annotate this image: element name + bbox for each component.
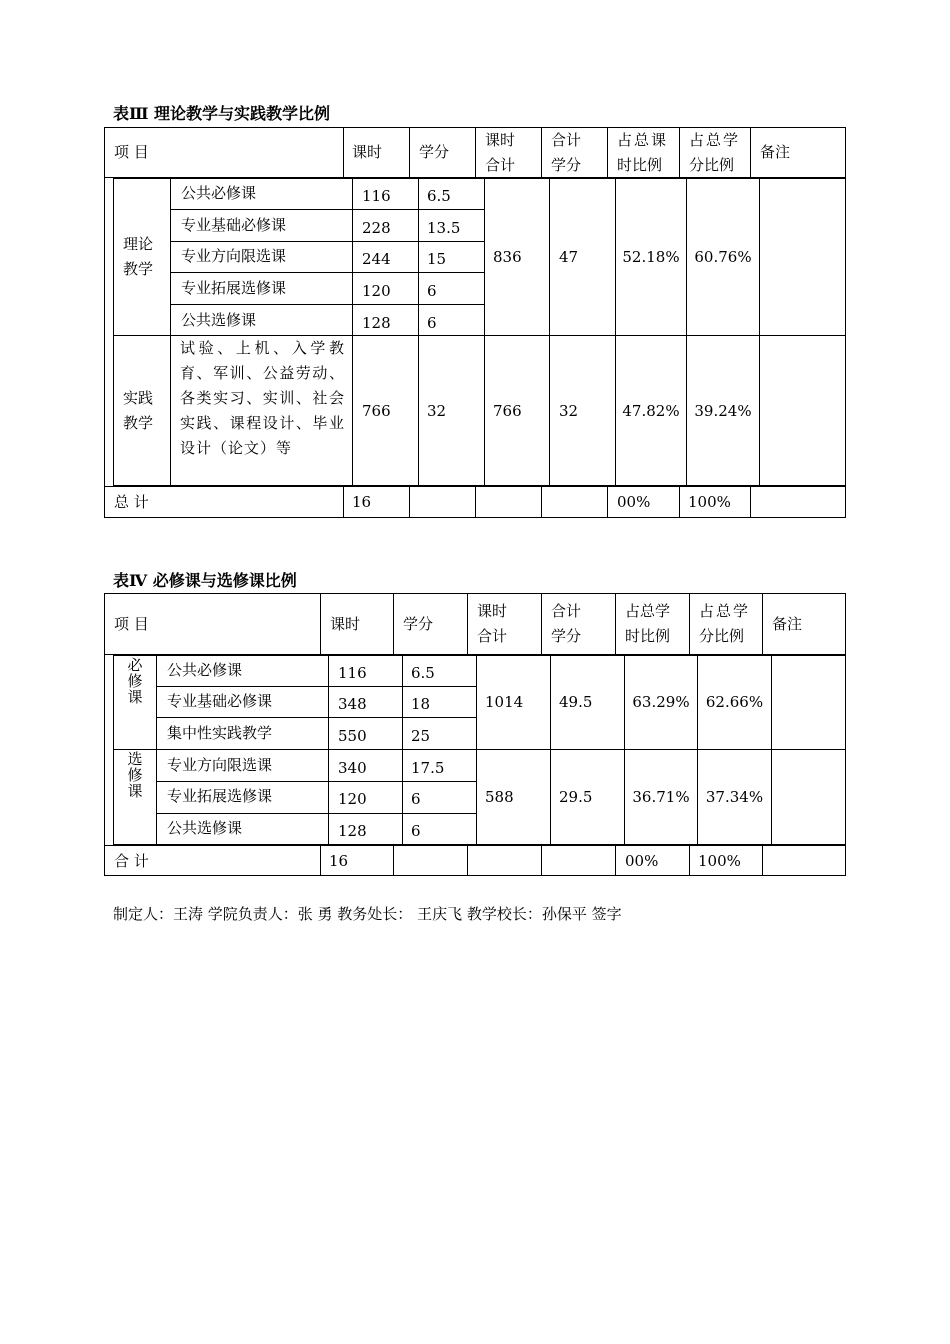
elective-row-credits: 6 bbox=[411, 790, 421, 808]
theory-row-credits: 13.5 bbox=[427, 219, 461, 237]
header-hours-ratio-1: 占总课 bbox=[617, 131, 669, 149]
required-row-credits: 6.5 bbox=[411, 664, 435, 682]
required-group-1: 必 bbox=[127, 656, 143, 674]
theory-group-1: 理论 bbox=[123, 235, 154, 253]
table4-body bbox=[113, 655, 846, 845]
theory-total-hours: 836 bbox=[493, 248, 522, 266]
elective-group-3: 课 bbox=[127, 782, 143, 800]
practice-credits: 32 bbox=[427, 402, 447, 420]
total-hours: 16 bbox=[352, 493, 372, 511]
header-hours: 课时 bbox=[330, 615, 361, 633]
practice-description: 试验、上机、入学教育、军训、公益劳动、各类实习、实训、社会实践、课程设计、毕业设计（论文）等 bbox=[180, 339, 345, 457]
elective-group-1: 选 bbox=[127, 750, 143, 768]
practice-group-2: 教学 bbox=[123, 414, 154, 432]
elective-group-2: 修 bbox=[127, 766, 143, 784]
theory-row-credits: 15 bbox=[427, 250, 447, 268]
signature-line: 制定人：王涛 学院负责人：张 勇 教务处长： 王庆飞 教学校长：孙保平 签字 bbox=[113, 905, 622, 923]
header-credits-ratio-2: 分比例 bbox=[689, 156, 735, 174]
required-row-name: 集中性实践教学 bbox=[167, 724, 273, 742]
required-row-name: 公共必修课 bbox=[167, 661, 243, 679]
practice-hours-ratio: 47.82% bbox=[622, 402, 680, 420]
elective-credits-ratio: 37.34% bbox=[705, 788, 764, 806]
header-note: 备注 bbox=[760, 143, 791, 161]
elective-row-name: 专业方向限选课 bbox=[167, 756, 273, 774]
elective-row-credits: 17.5 bbox=[411, 759, 445, 777]
total-label: 总 计 bbox=[114, 493, 149, 511]
required-row-hours: 550 bbox=[338, 727, 367, 745]
theory-row-name: 公共选修课 bbox=[181, 311, 257, 329]
theory-row-credits: 6.5 bbox=[427, 187, 451, 205]
practice-hours: 766 bbox=[362, 402, 391, 420]
required-row-hours: 116 bbox=[338, 664, 367, 682]
required-row-credits: 25 bbox=[411, 727, 431, 745]
header-credits: 学分 bbox=[403, 615, 434, 633]
theory-row-name: 专业基础必修课 bbox=[181, 216, 287, 234]
theory-row-hours: 128 bbox=[362, 314, 391, 332]
elective-row-hours: 340 bbox=[338, 759, 367, 777]
required-group-2: 修 bbox=[127, 672, 143, 690]
table3-title: 表Ⅲ 理论教学与实践教学比例 bbox=[113, 104, 331, 123]
header-total-credits-1: 合计 bbox=[551, 602, 582, 620]
total-credits-ratio: 100% bbox=[688, 493, 731, 511]
required-total-hours: 1014 bbox=[485, 693, 524, 711]
theory-group-2: 教学 bbox=[123, 260, 154, 278]
header-total-hours-1: 课时 bbox=[485, 131, 516, 149]
total-hours-ratio: 00% bbox=[617, 493, 651, 511]
required-row-hours: 348 bbox=[338, 695, 367, 713]
practice-group-1: 实践 bbox=[123, 389, 154, 407]
required-row-name: 专业基础必修课 bbox=[167, 692, 273, 710]
theory-row-name: 公共必修课 bbox=[181, 184, 257, 202]
header-hours-ratio-2: 时比例 bbox=[625, 627, 671, 645]
header-credits-ratio-1: 占总学 bbox=[689, 131, 741, 149]
theory-row-hours: 116 bbox=[362, 187, 391, 205]
required-hours-ratio: 63.29% bbox=[632, 693, 690, 711]
header-hours: 课时 bbox=[352, 143, 383, 161]
header-total-hours-2: 合计 bbox=[477, 627, 508, 645]
elective-total-credits: 29.5 bbox=[559, 788, 593, 806]
header-item: 项 目 bbox=[114, 143, 149, 161]
header-total-credits-2: 学分 bbox=[551, 156, 582, 174]
theory-credits-ratio: 60.76% bbox=[694, 248, 752, 266]
elective-row-hours: 128 bbox=[338, 822, 367, 840]
header-total-hours-1: 课时 bbox=[477, 602, 508, 620]
total-hours-ratio: 00% bbox=[625, 852, 659, 870]
header-hours-ratio-1: 占总学 bbox=[625, 602, 671, 620]
header-total-credits-1: 合计 bbox=[551, 131, 582, 149]
theory-row-name: 专业拓展选修课 bbox=[181, 279, 287, 297]
theory-row-credits: 6 bbox=[427, 282, 437, 300]
required-group-3: 课 bbox=[127, 688, 143, 706]
practice-total-hours: 766 bbox=[493, 402, 522, 420]
required-row-credits: 18 bbox=[411, 695, 431, 713]
theory-row-name: 专业方向限选课 bbox=[181, 247, 287, 265]
theory-row-hours: 228 bbox=[362, 219, 391, 237]
header-total-credits-2: 学分 bbox=[551, 627, 582, 645]
total-hours: 16 bbox=[329, 852, 349, 870]
theory-total-credits: 47 bbox=[559, 248, 579, 266]
theory-row-hours: 244 bbox=[362, 250, 391, 268]
header-hours-ratio-2: 时比例 bbox=[617, 156, 663, 174]
header-credits: 学分 bbox=[419, 143, 450, 161]
elective-hours-ratio: 36.71% bbox=[632, 788, 690, 806]
practice-credits-ratio: 39.24% bbox=[694, 402, 752, 420]
elective-row-name: 公共选修课 bbox=[167, 819, 243, 837]
elective-total-hours: 588 bbox=[485, 788, 514, 806]
elective-row-hours: 120 bbox=[338, 790, 367, 808]
theory-hours-ratio: 52.18% bbox=[622, 248, 680, 266]
total-label: 合 计 bbox=[114, 852, 149, 870]
header-note: 备注 bbox=[772, 615, 803, 633]
practice-total-credits: 32 bbox=[559, 402, 579, 420]
required-total-credits: 49.5 bbox=[559, 693, 593, 711]
header-total-hours-2: 合计 bbox=[485, 156, 516, 174]
table4-title: 表Ⅳ 必修课与选修课比例 bbox=[113, 571, 297, 590]
elective-row-credits: 6 bbox=[411, 822, 421, 840]
elective-row-name: 专业拓展选修课 bbox=[167, 787, 273, 805]
header-item: 项 目 bbox=[114, 615, 149, 633]
header-credits-ratio-2: 分比例 bbox=[699, 627, 745, 645]
total-credits-ratio: 100% bbox=[698, 852, 741, 870]
theory-row-credits: 6 bbox=[427, 314, 437, 332]
theory-row-hours: 120 bbox=[362, 282, 391, 300]
required-credits-ratio: 62.66% bbox=[705, 693, 764, 711]
header-credits-ratio-1: 占总学 bbox=[699, 602, 751, 620]
